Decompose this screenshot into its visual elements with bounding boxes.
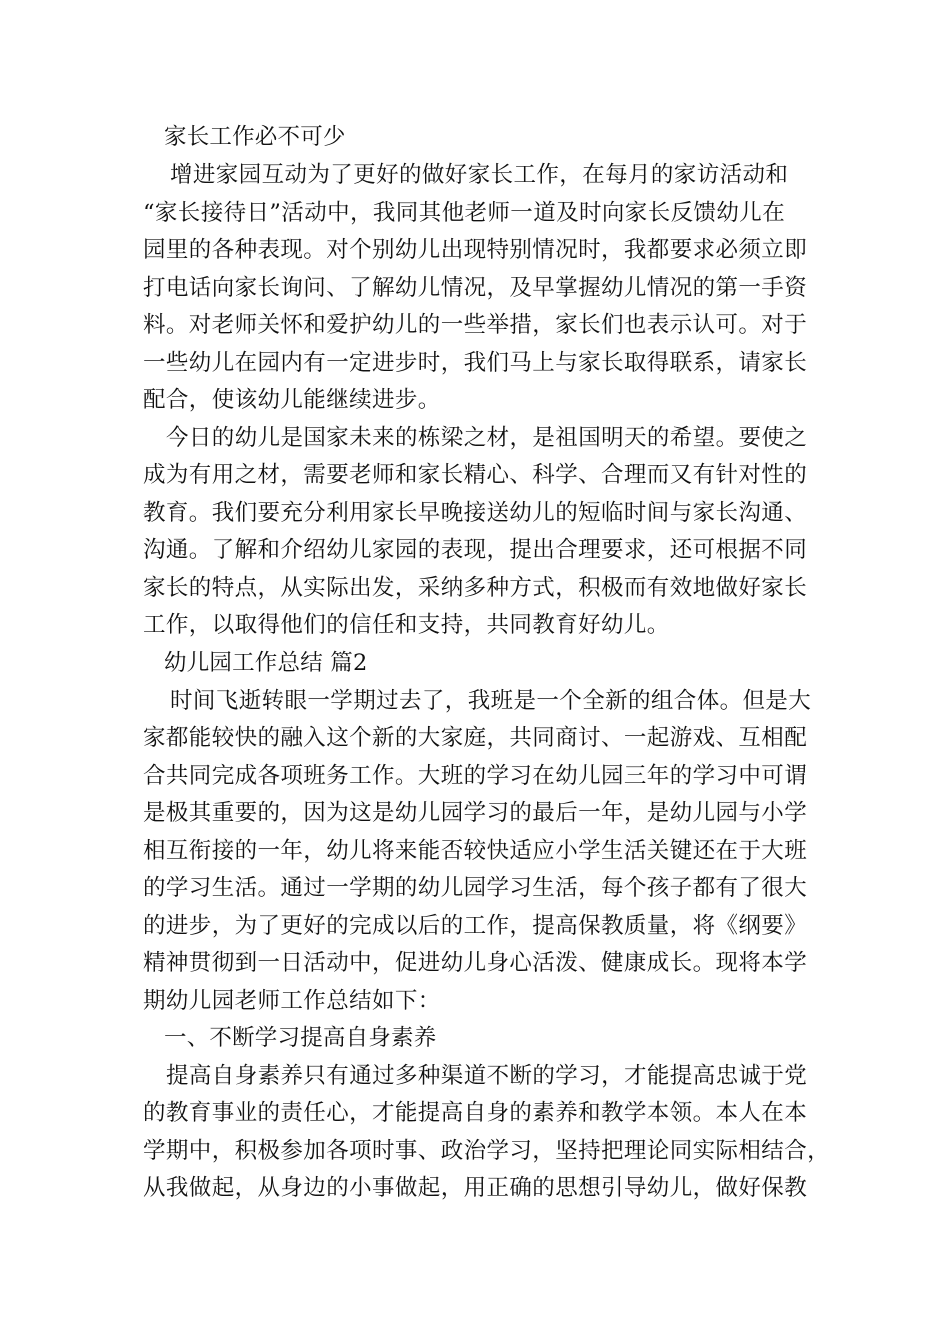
paragraph-line: 一些幼儿在园内有一定进步时，我们马上与家长取得联系，请家长	[143, 350, 808, 376]
paragraph-line: 打电话向家长询问、了解幼儿情况，及早掌握幼儿情况的第一手资	[143, 275, 808, 301]
paragraph-line: 期幼儿园老师工作总结如下：	[143, 988, 441, 1014]
paragraph-line: 的学习生活。通过一学期的幼儿园学习生活，每个孩子都有了很大	[143, 875, 808, 901]
paragraph-line: 家都能较快的融入这个新的大家庭，共同商讨、一起游戏、互相配	[143, 725, 808, 751]
paragraph-line: 今日的幼儿是国家未来的栋梁之材，是祖国明天的希望。要使之	[166, 425, 808, 451]
paragraph-line: 学期中，积极参加各项时事、政治学习，坚持把理论同实际相结合，	[143, 1138, 831, 1164]
section-heading-summary-2: 幼儿园工作总结 篇2	[164, 650, 368, 676]
paragraph-line: 是极其重要的，因为这是幼儿园学习的最后一年，是幼儿园与小学	[143, 800, 808, 826]
paragraph-line: 时间飞逝转眼一学期过去了，我班是一个全新的组合体。但是大	[170, 688, 812, 714]
paragraph-line: 相互衔接的一年，幼儿将来能否较快适应小学生活关键还在于大班	[143, 838, 808, 864]
paragraph-line: 教育。我们要充分利用家长早晚接送幼儿的短临时间与家长沟通、	[143, 500, 808, 526]
paragraph-line: 料。对老师关怀和爱护幼儿的一些举措，家长们也表示认可。对于	[143, 312, 808, 338]
paragraph-line: 增进家园互动为了更好的做好家长工作，在每月的家访活动和	[170, 162, 789, 188]
paragraph-line: 配合，使该幼儿能继续进步。	[143, 387, 441, 413]
paragraph-line: 园里的各种表现。对个别幼儿出现特别情况时，我都要求必须立即	[143, 237, 808, 263]
paragraph-line: 提高自身素养只有通过多种渠道不断的学习，才能提高忠诚于党	[166, 1063, 808, 1089]
paragraph-line: 的教育事业的责任心，才能提高自身的素养和教学本领。本人在本	[143, 1100, 808, 1126]
paragraph-line: 的进步，为了更好的完成以后的工作，提高保教质量，将《纲要》	[143, 913, 808, 939]
paragraph-line: 从我做起，从身边的小事做起，用正确的思想引导幼儿，做好保教	[143, 1175, 808, 1201]
paragraph-line: “家长接待日”活动中，我同其他老师一道及时向家长反馈幼儿在	[143, 200, 786, 226]
paragraph-line: 家长的特点，从实际出发，采纳多种方式，积极而有效地做好家长	[143, 575, 808, 601]
paragraph-line: 沟通。了解和介绍幼儿家园的表现，提出合理要求，还可根据不同	[143, 537, 808, 563]
paragraph-line: 精神贯彻到一日活动中，促进幼儿身心活泼、健康成长。现将本学	[143, 950, 808, 976]
paragraph-line: 成为有用之材，需要老师和家长精心、科学、合理而又有针对性的	[143, 462, 808, 488]
section-heading-parent-work: 家长工作必不可少	[164, 124, 346, 150]
section-heading-self-improvement: 一、不断学习提高自身素养	[164, 1025, 437, 1051]
paragraph-line: 工作，以取得他们的信任和支持，共同教育好幼儿。	[143, 612, 670, 638]
paragraph-line: 合共同完成各项班务工作。大班的学习在幼儿园三年的学习中可谓	[143, 763, 808, 789]
